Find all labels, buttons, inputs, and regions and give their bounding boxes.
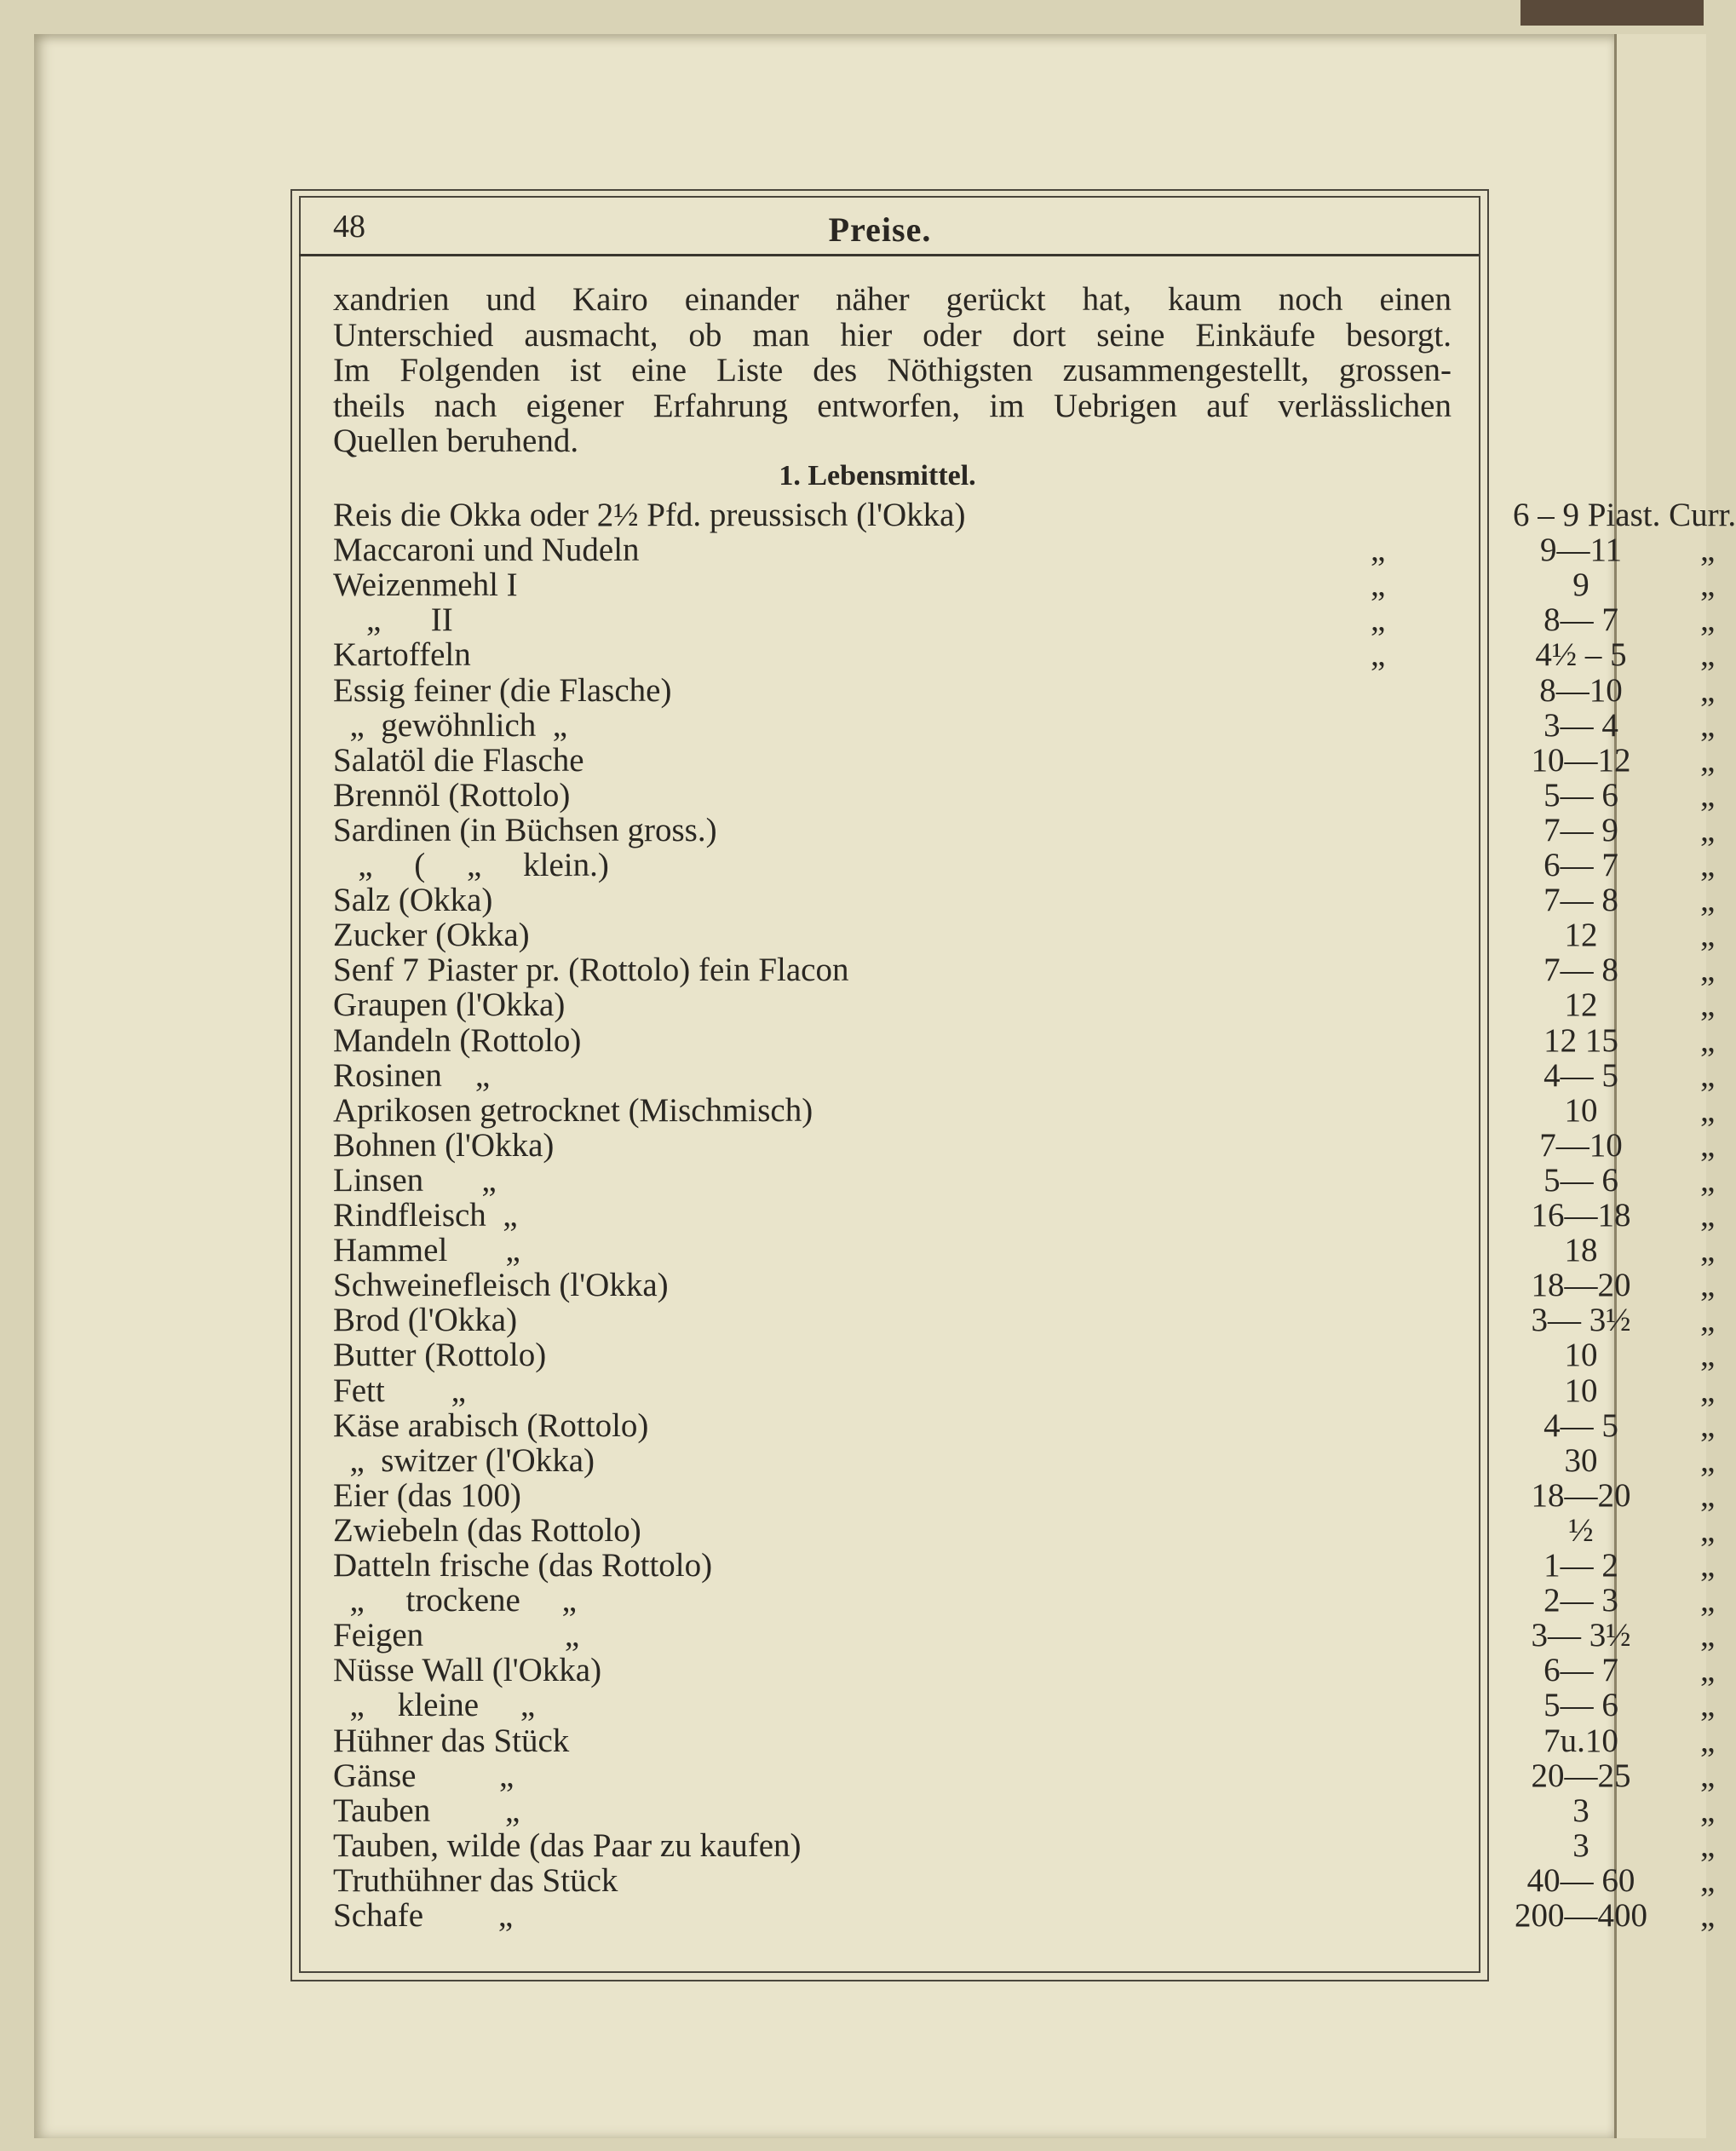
row-unit: „	[1700, 882, 1716, 919]
row-price: 7u.10	[1543, 1722, 1618, 1759]
price-row	[333, 882, 1716, 919]
row-name: Linsen „	[333, 1161, 497, 1199]
row-price: 3— 3½	[1531, 1302, 1631, 1339]
row-unit: „	[1700, 1897, 1716, 1934]
intro-line: theils nach eigener Erfahrung entworfen, im Uebrigen auf verlässlichen	[333, 387, 1451, 424]
row-ditto: „	[1371, 567, 1386, 604]
row-unit: „	[1700, 776, 1716, 814]
price-row	[333, 1617, 1716, 1654]
row-unit: „	[1700, 1197, 1716, 1234]
price-row	[333, 1826, 1716, 1864]
row-unit: „	[1700, 1722, 1716, 1759]
row-price: 9	[1572, 567, 1589, 604]
row-price: 10	[1564, 1091, 1598, 1129]
row-name: „ kleine „	[333, 1687, 536, 1724]
row-name: „ ( „ klein.)	[333, 847, 609, 883]
price-row	[333, 1232, 1716, 1269]
price-row	[333, 1126, 1716, 1164]
row-name: Datteln frische (das Rottolo)	[333, 1547, 713, 1584]
row-unit: „	[1700, 706, 1716, 744]
price-row	[333, 1792, 1716, 1829]
row-price: 18—20	[1531, 1476, 1631, 1514]
row-unit: „	[1700, 1091, 1716, 1129]
row-name: „ trockene „	[333, 1582, 577, 1619]
row-price: 7— 9	[1543, 811, 1618, 848]
price-row	[333, 532, 1716, 569]
row-unit: „	[1700, 847, 1716, 883]
row-unit: „	[1700, 1476, 1716, 1514]
row-unit: „	[1700, 1441, 1716, 1479]
row-unit: „	[1700, 1056, 1716, 1094]
price-row	[333, 1337, 1716, 1374]
row-unit: „	[1700, 952, 1716, 989]
row-price: 12	[1564, 917, 1598, 954]
price-row	[333, 1722, 1716, 1759]
price-row	[333, 1372, 1716, 1409]
row-name: Tauben „	[333, 1792, 520, 1829]
price-row	[333, 776, 1716, 814]
price-row	[333, 1757, 1716, 1794]
header-rule	[299, 254, 1479, 256]
row-price: 3— 3½	[1531, 1617, 1631, 1654]
row-price: 5— 6	[1543, 1687, 1618, 1724]
price-row	[333, 1161, 1716, 1199]
row-price: 18—20	[1531, 1267, 1631, 1304]
row-name: Rindfleisch „	[333, 1197, 518, 1234]
row-price: 10—12	[1531, 741, 1631, 779]
row-unit: „	[1700, 1792, 1716, 1829]
price-row	[333, 952, 1716, 989]
row-price: 4— 5	[1543, 1056, 1618, 1094]
price-row	[333, 671, 1716, 709]
row-name: Brennöl (Rottolo)	[333, 776, 571, 814]
row-unit: „	[1700, 636, 1716, 674]
price-row	[333, 1267, 1716, 1304]
row-unit: „	[1700, 741, 1716, 779]
row-price: 8—10	[1539, 671, 1623, 709]
price-row	[333, 1476, 1716, 1514]
row-price: 10	[1564, 1337, 1598, 1374]
price-row	[333, 1197, 1716, 1234]
row-name: „ II	[333, 601, 453, 639]
row-name: Hühner das Stück	[333, 1722, 570, 1759]
price-row	[333, 497, 1736, 533]
price-row	[333, 1652, 1716, 1689]
row-price: 18	[1564, 1232, 1598, 1269]
price-row	[333, 917, 1716, 954]
row-price: 5— 6	[1543, 776, 1618, 814]
row-unit: „	[1700, 1757, 1716, 1794]
row-unit: „	[1700, 1861, 1716, 1899]
price-row	[333, 1861, 1716, 1899]
row-price: 40— 60	[1526, 1861, 1635, 1899]
row-ditto: „	[1371, 601, 1386, 639]
price-row	[333, 1056, 1716, 1094]
row-unit: „	[1700, 1267, 1716, 1304]
page-number: 48	[333, 209, 365, 244]
row-unit: „	[1700, 567, 1716, 604]
row-name: Mandeln (Rottolo)	[333, 1021, 582, 1059]
row-name: Rosinen „	[333, 1056, 491, 1094]
price-row	[333, 1511, 1716, 1549]
row-price: 2— 3	[1543, 1582, 1618, 1619]
price-row	[333, 1406, 1716, 1444]
price-row	[333, 1547, 1716, 1584]
price-row	[333, 1687, 1716, 1724]
row-price: 7—10	[1539, 1126, 1623, 1164]
row-price: 6— 7	[1543, 847, 1618, 883]
row-name: „ switzer (l'Okka)	[333, 1441, 595, 1479]
row-unit: „	[1700, 1126, 1716, 1164]
row-price: 6— 7	[1543, 1652, 1618, 1689]
price-row	[333, 601, 1716, 639]
book-spine	[1520, 0, 1704, 26]
row-unit: „	[1700, 1337, 1716, 1374]
row-unit: „	[1700, 1547, 1716, 1584]
row-name: Eier (das 100)	[333, 1476, 521, 1514]
row-price: 10	[1564, 1372, 1598, 1409]
row-name: Käse arabisch (Rottolo)	[333, 1406, 649, 1444]
row-name: Zwiebeln (das Rottolo)	[333, 1511, 641, 1549]
row-unit: „	[1700, 671, 1716, 709]
row-unit: „	[1700, 1826, 1716, 1864]
row-name: Brod (l'Okka)	[333, 1302, 518, 1339]
row-name: Kartoffeln	[333, 636, 471, 674]
row-price: 3	[1572, 1792, 1589, 1829]
row-name: Graupen (l'Okka)	[333, 986, 566, 1024]
row-ditto: „	[1371, 636, 1386, 674]
row-name: Hammel „	[333, 1232, 520, 1269]
row-name: Reis die Okka oder 2½ Pfd. preussisch (l'Okka)	[333, 497, 966, 533]
price-row	[333, 636, 1716, 674]
row-unit: „	[1700, 917, 1716, 954]
price-row	[333, 706, 1716, 744]
row-unit: „	[1700, 1161, 1716, 1199]
row-price: 8— 7	[1543, 601, 1618, 639]
row-price: 6 – 9 Piast. Curr.	[1513, 497, 1736, 533]
row-price: 1— 2	[1543, 1547, 1618, 1584]
row-name: Sardinen (in Büchsen gross.)	[333, 811, 717, 848]
intro-line: Unterschied ausmacht, ob man hier oder dort seine Einkäufe besorgt.	[333, 316, 1451, 354]
row-name: Maccaroni und Nudeln	[333, 532, 640, 569]
row-price: 3— 4	[1543, 706, 1618, 744]
price-row	[333, 986, 1716, 1024]
row-unit: „	[1700, 532, 1716, 569]
row-name: Truthühner das Stück	[333, 1861, 618, 1899]
row-unit: „	[1700, 601, 1716, 639]
row-price: 7— 8	[1543, 882, 1618, 919]
intro-line: xandrien und Kairo einander näher gerückt hat, kaum noch einen	[333, 281, 1451, 318]
running-title: Preise.	[828, 210, 932, 249]
row-unit: „	[1700, 1372, 1716, 1409]
row-name: Fett „	[333, 1372, 466, 1409]
row-name: Zucker (Okka)	[333, 917, 530, 954]
row-unit: „	[1700, 986, 1716, 1024]
row-name: Butter (Rottolo)	[333, 1337, 547, 1374]
row-price: 3	[1572, 1826, 1589, 1864]
intro-line: Quellen beruhend.	[333, 423, 579, 460]
row-unit: „	[1700, 1021, 1716, 1059]
row-name: Schweinefleisch (l'Okka)	[333, 1267, 669, 1304]
row-unit: „	[1700, 1687, 1716, 1724]
row-name: Schafe „	[333, 1897, 514, 1934]
running-title-wrap	[0, 210, 1704, 250]
row-price: 12 15	[1543, 1021, 1618, 1059]
price-row	[333, 567, 1716, 604]
row-price: 4— 5	[1543, 1406, 1618, 1444]
row-name: Bohnen (l'Okka)	[333, 1126, 555, 1164]
row-price: 16—18	[1531, 1197, 1631, 1234]
section-heading: 1. Lebensmittel.	[779, 460, 976, 492]
price-row	[333, 1091, 1716, 1129]
row-unit: „	[1700, 1582, 1716, 1619]
row-name: Gänse „	[333, 1757, 514, 1794]
price-row	[333, 1021, 1716, 1059]
row-unit: „	[1700, 1511, 1716, 1549]
row-name: Weizenmehl I	[333, 567, 518, 604]
row-unit: „	[1700, 1232, 1716, 1269]
row-name: Essig feiner (die Flasche)	[333, 671, 672, 709]
row-unit: „	[1700, 1652, 1716, 1689]
row-unit: „	[1700, 811, 1716, 848]
price-row	[333, 1302, 1716, 1339]
row-ditto: „	[1371, 532, 1386, 569]
price-row	[333, 847, 1716, 883]
row-name: „ gewöhnlich „	[333, 706, 568, 744]
price-row	[333, 741, 1716, 779]
row-price: 200—400	[1515, 1897, 1647, 1934]
row-price: 9—11	[1539, 532, 1623, 569]
row-unit: „	[1700, 1617, 1716, 1654]
price-row	[333, 1897, 1716, 1934]
row-name: Senf 7 Piaster pr. (Rottolo) fein Flacon	[333, 952, 849, 989]
price-row	[333, 811, 1716, 848]
row-name: Feigen „	[333, 1617, 580, 1654]
row-name: Tauben, wilde (das Paar zu kaufen)	[333, 1826, 802, 1864]
row-price: 7— 8	[1543, 952, 1618, 989]
price-row	[333, 1441, 1716, 1479]
row-unit: „	[1700, 1302, 1716, 1339]
intro-line: Im Folgenden ist eine Liste des Nöthigsten zusammengestellt, grossen-	[333, 352, 1451, 389]
row-price: 20—25	[1531, 1757, 1631, 1794]
row-price: ½	[1568, 1511, 1594, 1549]
row-price: 12	[1564, 986, 1598, 1024]
row-price: 30	[1564, 1441, 1598, 1479]
row-name: Salatöl die Flasche	[333, 741, 584, 779]
row-name: Aprikosen getrocknet (Mischmisch)	[333, 1091, 813, 1129]
section-heading-wrap	[0, 460, 1704, 492]
row-name: Nüsse Wall (l'Okka)	[333, 1652, 602, 1689]
row-unit: „	[1700, 1406, 1716, 1444]
price-row	[333, 1582, 1716, 1619]
row-price: 5— 6	[1543, 1161, 1618, 1199]
row-price: 4½ – 5	[1535, 636, 1627, 674]
row-name: Salz (Okka)	[333, 882, 493, 919]
